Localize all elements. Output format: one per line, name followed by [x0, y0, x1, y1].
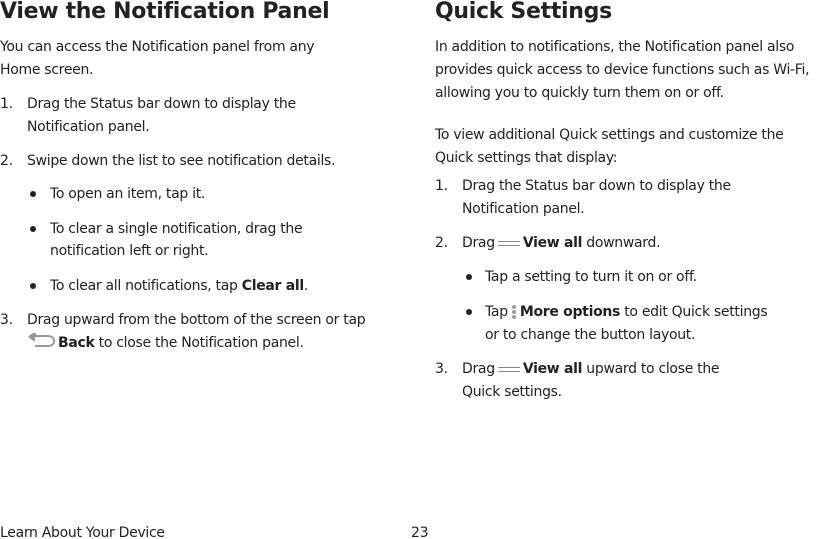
section-title-quick-settings: Quick Settings	[435, 0, 612, 24]
step-number: 1.	[0, 96, 13, 112]
intro-line: Quick settings that display:	[435, 150, 618, 166]
intro-line: allowing you to quickly turn them on or off.	[435, 85, 724, 101]
page-number: 23	[411, 525, 429, 539]
step-number: 3.	[435, 361, 448, 377]
text: To clear all notifications, tap	[50, 278, 242, 294]
more-options-label: More options	[519, 304, 621, 320]
bullet-text: Tap a setting to turn it on or off.	[485, 269, 697, 285]
bullet-text: or to change the button layout.	[485, 327, 696, 343]
text: upward to close the	[582, 361, 720, 377]
drag-handle-icon	[498, 367, 520, 372]
intro-line: Home screen.	[0, 62, 94, 78]
text: downward.	[582, 235, 661, 251]
more-options-icon	[512, 304, 516, 320]
view-all-label: View all	[522, 361, 583, 377]
bullet-text	[50, 276, 308, 296]
intro-line: To view additional Quick settings and customize the	[435, 127, 784, 143]
bullet-icon	[466, 274, 472, 280]
intro-line: You can access the Notification panel from any	[0, 39, 315, 55]
step-number: 2.	[0, 153, 13, 169]
text: Tap	[485, 304, 508, 320]
bullet-text: To open an item, tap it.	[50, 186, 206, 202]
text: Drag	[462, 361, 495, 377]
step-text	[462, 233, 660, 253]
bullet-icon	[30, 283, 36, 289]
step-text: Swipe down the list to see notification details.	[27, 153, 336, 169]
bullet-text	[485, 302, 767, 322]
step-number: 2.	[435, 235, 448, 251]
step-text: Quick settings.	[462, 384, 562, 400]
view-all-label: View all	[522, 235, 583, 251]
step-text: Drag upward from the bottom of the screen or tap	[27, 312, 366, 328]
back-icon	[27, 333, 55, 353]
bullet-icon	[30, 191, 36, 197]
step-text: Drag the Status bar down to display the	[27, 96, 296, 112]
step-number: 3.	[0, 312, 13, 328]
intro-line: provides quick access to device functions such as Wi-Fi,	[435, 62, 810, 78]
bullet-text: To clear a single notification, drag the	[50, 221, 303, 237]
step-text: Notification panel.	[27, 119, 150, 135]
text: to close the Notification panel.	[94, 335, 304, 351]
text: .	[303, 278, 309, 294]
intro-line: In addition to notifications, the Notification panel also	[435, 39, 795, 55]
drag-handle-icon	[498, 241, 520, 246]
step-text	[462, 359, 719, 379]
section-title-notification-panel: View the Notification Panel	[0, 0, 330, 24]
clear-all-label: Clear all	[241, 278, 304, 294]
bullet-text: notification left or right.	[50, 243, 209, 259]
footer-section-name: Learn About Your Device	[0, 525, 165, 539]
back-label: Back	[58, 335, 95, 351]
bullet-icon	[30, 226, 36, 232]
step-text: Notification panel.	[462, 201, 585, 217]
bullet-icon	[466, 309, 472, 315]
text: to edit Quick settings	[620, 304, 768, 320]
step-text: Drag the Status bar down to display the	[462, 178, 731, 194]
step-number: 1.	[435, 178, 448, 194]
text: Drag	[462, 235, 495, 251]
step-text	[27, 333, 304, 353]
